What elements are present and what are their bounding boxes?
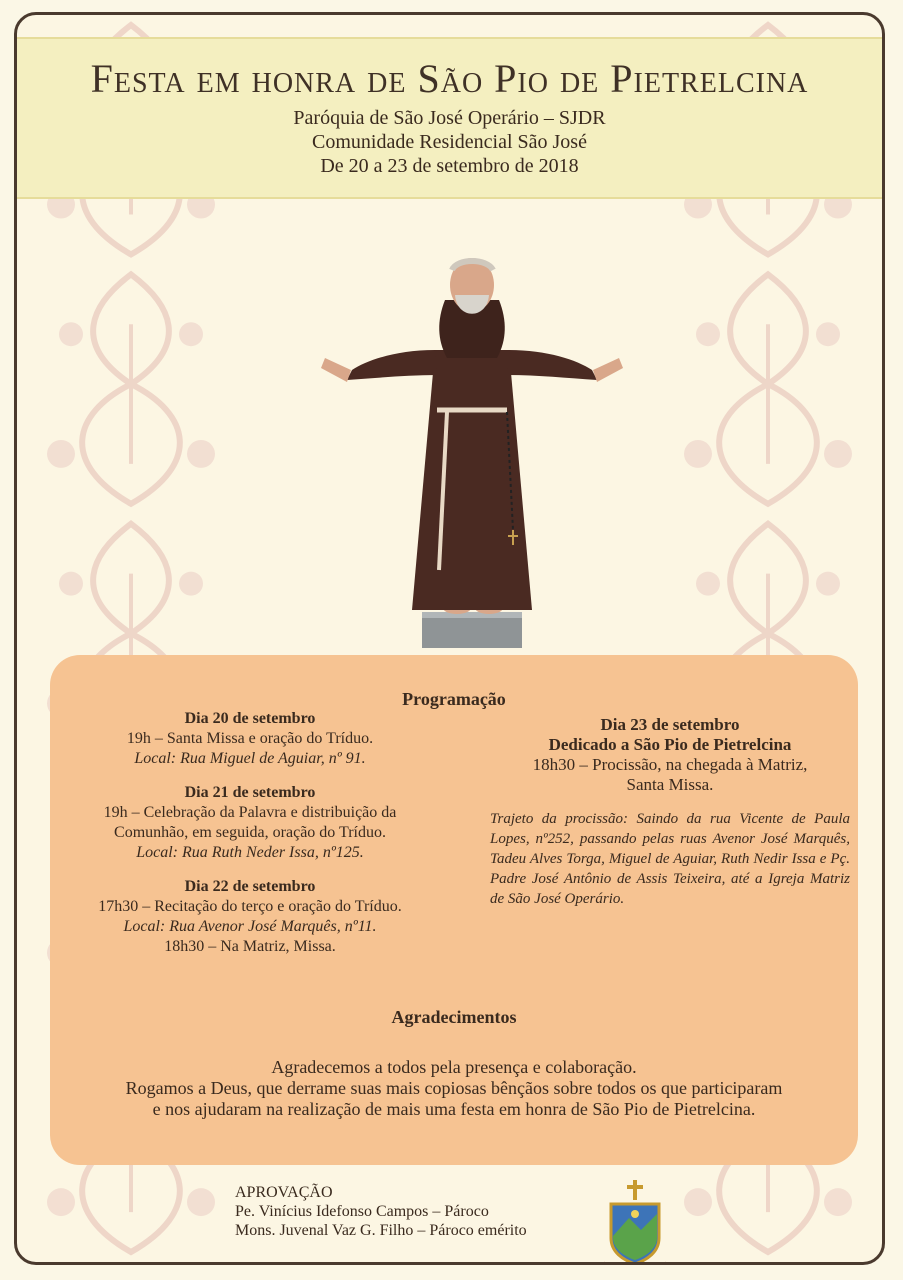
day-heading: Dia 20 de setembro [184,710,316,727]
procession-route: Trajeto da procissão: Saindo da rua Vicente de Paula Lopes, nº252, passando pelas ruas Avenor José Marquês, Tadeu Alves Torga, Miguel de Aguiar, Ruth Nedir Issa e Pç. Padre José Antônio de Assis Teixeira, até a Igreja Matriz de São José Operário. [490,811,850,907]
program-title: Programação [402,689,506,709]
schedule-line: 17h30 – Recitação do terço e oração do Tríduo. [98,898,402,915]
schedule-location: Local: Rua Miguel de Aguiar, nº 91. [134,750,366,767]
approval-label: APROVAÇÃO [235,1184,333,1201]
page-title: Festa em honra de São Pio de Pietrelcina [90,56,809,101]
schedule-line: Santa Missa. [626,775,714,794]
schedule-location: Local: Rua Avenor José Marquês, nº11. [123,918,377,935]
schedule-day-20 [70,709,430,769]
thanks-line: Agradecemos a todos pela presença e colaboração. [271,1057,637,1077]
poster-frame [14,12,885,1265]
schedule-line: 18h30 – Procissão, na chegada à Matriz, [532,755,808,774]
schedule-day-22 [70,877,430,957]
approval-line: Pe. Vinícius Idefonso Campos – Pároco [235,1203,489,1220]
approval-block [235,1183,527,1240]
day-heading: Dia 21 de setembro [184,784,316,801]
day-heading: Dia 23 de setembro [600,715,740,734]
schedule-line: Comunhão, em seguida, oração do Tríduo. [114,824,386,841]
schedule-line: 19h – Celebração da Palavra e distribuição da [103,804,397,821]
day-heading: Dia 22 de setembro [184,878,316,895]
thanks-message [70,1057,838,1120]
parish-name: Paróquia de São José Operário – SJDR [293,107,606,129]
community-name: Comunidade Residencial São José [312,131,587,153]
program-right-column [490,715,850,909]
event-dates: De 20 a 23 de setembro de 2018 [320,155,579,177]
schedule-line: 19h – Santa Missa e oração do Tríduo. [126,730,374,747]
program-panel [50,655,858,1165]
thanks-title: Agradecimentos [391,1007,517,1027]
parish-crest-icon [599,1178,671,1265]
schedule-day-21 [70,783,430,863]
approval-line: Mons. Juvenal Vaz G. Filho – Pároco emérito [235,1222,527,1239]
thanks-line: e nos ajudaram na realização de mais uma festa em honra de São Pio de Pietrelcina. [152,1099,756,1119]
dedication-heading: Dedicado a São Pio de Pietrelcina [548,735,792,754]
schedule-location: Local: Rua Ruth Neder Issa, nº125. [136,844,364,861]
thanks-line: Rogamos a Deus, que derrame suas mais copiosas bênçãos sobre todos os que participaram [125,1078,783,1098]
saint-statue-image [307,240,637,655]
program-left-column [70,709,430,971]
schedule-line: 18h30 – Na Matriz, Missa. [164,938,336,955]
